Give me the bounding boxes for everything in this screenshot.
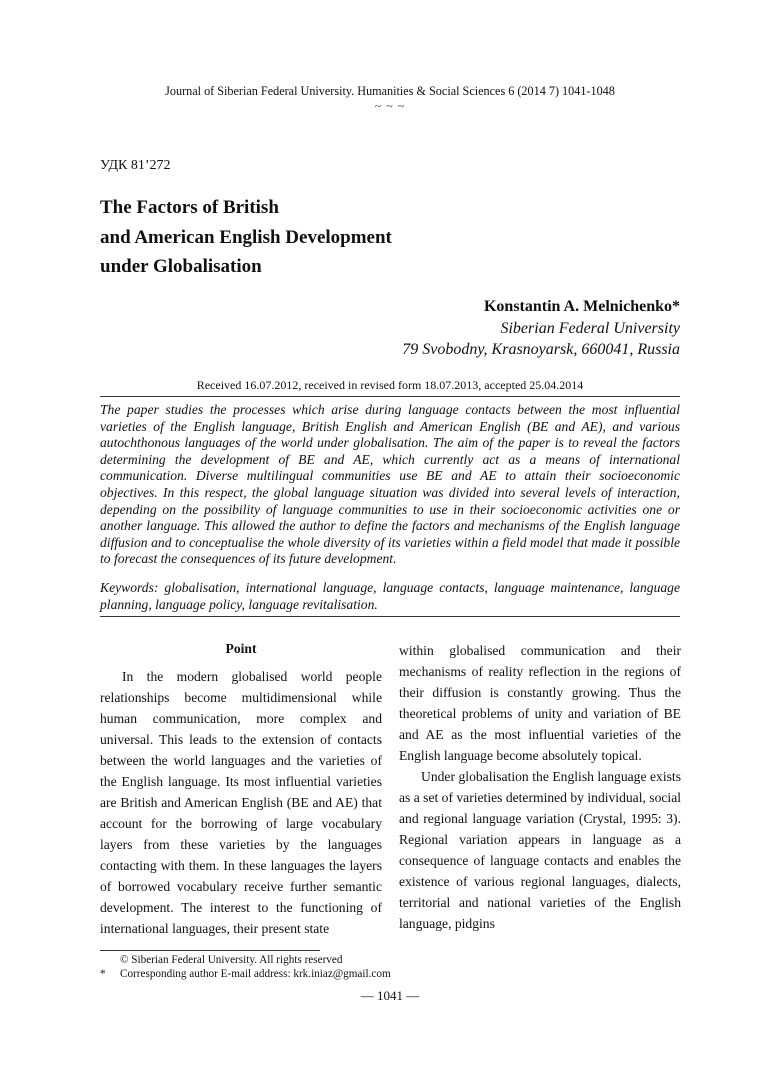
body-paragraph: within globalised communication and their mechanisms of reality reflection in the regions of their diffusion is constantly growing. Thus the theoretical problems of unity and variation of BE and AE as the most influential varieties of the English language become absolutely topical. [399,643,681,763]
body-column-right [399,640,681,934]
footnote-copyright [100,953,342,967]
title-line-1: The Factors of British [100,197,279,218]
corresponding-email: Corresponding author E-mail address: krk.iniaz@gmail.com [120,968,391,980]
page-number: — 1041 — [360,988,420,1003]
author-block [402,296,680,361]
abstract-top-rule [100,396,680,397]
copyright-text: © Siberian Federal University. All rights reserved [120,954,343,966]
title-line-2: and American English Development [100,226,392,248]
keywords: Keywords: globalisation, international language, language contacts, language maintenance, language planning, language policy, language revitalisation. [100,580,680,612]
footnote-rule [100,950,320,951]
footnote-mark: * [100,968,106,980]
author-address: 79 Svobodny, Krasnoyarsk, 660041, Russia [402,341,680,358]
abstract-bottom-rule [100,616,680,617]
udk-code: УДК 81’272 [100,158,171,173]
section-heading: Point [225,641,257,656]
footnote-corresponding [100,967,391,981]
article-title [100,193,392,282]
body-column-left [100,640,382,939]
author-affiliation: Siberian Federal University [500,319,680,337]
journal-header: Journal of Siberian Federal University. Humanities & Social Sciences 6 (2014 7) 1041-1048 [165,84,615,98]
body-paragraph: Under globalisation the English language exists as a set of varieties determined by individual, social and regional language variation (Crystal, 1995: 3). Regional variation appears in language as a consequence of language contacts and enables the existence of various regional languages, dialects, territorial and national varieties of the English language, pidgins [399,769,681,931]
body-paragraph: In the modern globalised world people relationships become multidimensional while human communication, more complex and universal. This leads to the extension of contacts between the world languages and the varieties of the English language. Its most influential varieties are British and American English (BE and AE) that account for the borrowing of large vocabulary layers from these varieties by the languages contacting with them. In these languages the layers of borrowed vocabulary receive further semantic development. The interest to the functioning of international languages, their present state [100,669,382,936]
header-ornament: ~ ~ ~ [374,99,406,113]
abstract: The paper studies the processes which arise during language contacts between the most influential varieties of the English language, British English and American English (BE and AE), and various autochthonous languages of the world under globalisation. The aim of the paper is to reveal the factors determining the development of BE and AE, which currently act as a means of international communication. Diverse multilingual communities use BE and AE to attain their socioeconomic objectives. In this respect, the global language situation was divided into several levels of interaction, depending on the possibility of language communities to use in their socioeconomic activities one or another language. This allowed the author to define the factors and mechanisms of the English language diffusion and to conceptualise the whole diversity of its varieties within a field model that made it possible to forecast the consequences of its future development. [100,402,680,567]
author-name: Konstantin A. Melnichenko* [483,298,680,315]
received-dates: Received 16.07.2012, received in revised form 18.07.2013, accepted 25.04.2014 [196,378,584,392]
title-line-3: under Globalisation [100,256,262,277]
